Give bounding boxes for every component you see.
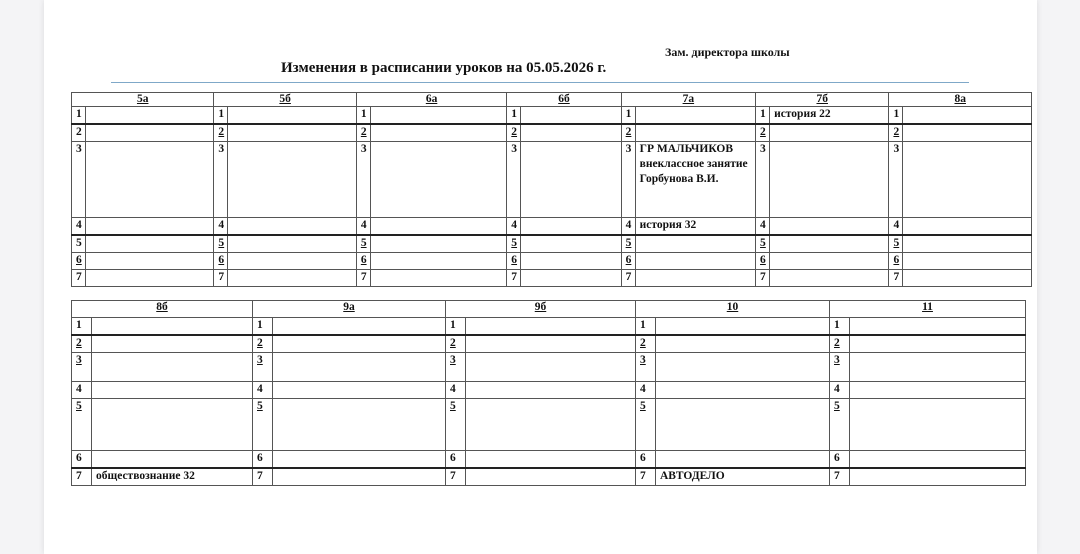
page-title: Изменения в расписании уроков на 05.05.2026 г. bbox=[281, 60, 607, 76]
lesson-number: 1 bbox=[72, 107, 86, 125]
class-header: 7а bbox=[621, 93, 755, 107]
lesson-number: 7 bbox=[253, 468, 273, 486]
lesson-number: 2 bbox=[830, 335, 850, 353]
lesson-cell bbox=[86, 142, 214, 218]
lesson-cell bbox=[466, 335, 636, 353]
lesson-cell: история 22 bbox=[770, 107, 889, 125]
lesson-number: 2 bbox=[756, 124, 770, 142]
lesson-cell bbox=[635, 253, 755, 270]
lesson-number: 4 bbox=[636, 382, 656, 399]
lesson-number: 2 bbox=[72, 124, 86, 142]
lesson-cell bbox=[370, 270, 506, 287]
lesson-cell bbox=[770, 270, 889, 287]
lesson-number: 6 bbox=[72, 253, 86, 270]
lesson-number: 5 bbox=[507, 235, 521, 253]
lesson-number: 6 bbox=[356, 253, 370, 270]
lesson-row bbox=[72, 218, 1032, 236]
lesson-number: 1 bbox=[889, 107, 903, 125]
class-header: 6а bbox=[356, 93, 506, 107]
lesson-cell bbox=[466, 353, 636, 382]
class-header: 7б bbox=[756, 93, 889, 107]
lesson-cell bbox=[521, 218, 621, 236]
lesson-number: 5 bbox=[889, 235, 903, 253]
lesson-number: 6 bbox=[621, 253, 635, 270]
lesson-cell bbox=[656, 318, 830, 336]
lesson-cell bbox=[466, 399, 636, 451]
lesson-cell bbox=[466, 382, 636, 399]
lesson-row bbox=[72, 353, 1026, 382]
lesson-cell bbox=[521, 124, 621, 142]
lesson-cell bbox=[656, 353, 830, 382]
lesson-cell bbox=[850, 451, 1026, 469]
lesson-number: 4 bbox=[621, 218, 635, 236]
lesson-cell bbox=[273, 399, 446, 451]
lesson-cell bbox=[370, 107, 506, 125]
lesson-number: 5 bbox=[756, 235, 770, 253]
lesson-cell bbox=[521, 107, 621, 125]
lesson-number: 7 bbox=[756, 270, 770, 287]
lesson-cell bbox=[903, 270, 1032, 287]
lesson-cell bbox=[273, 382, 446, 399]
lesson-cell bbox=[370, 253, 506, 270]
lesson-cell bbox=[903, 218, 1032, 236]
lesson-number: 6 bbox=[756, 253, 770, 270]
lesson-cell bbox=[521, 235, 621, 253]
lesson-number: 3 bbox=[756, 142, 770, 218]
lesson-number: 3 bbox=[214, 142, 228, 218]
lesson-number: 2 bbox=[72, 335, 92, 353]
lesson-cell bbox=[86, 124, 214, 142]
lesson-cell bbox=[86, 270, 214, 287]
lesson-number: 3 bbox=[356, 142, 370, 218]
lesson-cell bbox=[850, 468, 1026, 486]
lesson-cell bbox=[228, 218, 356, 236]
lesson-cell bbox=[635, 107, 755, 125]
lesson-number: 3 bbox=[72, 142, 86, 218]
lesson-row bbox=[72, 253, 1032, 270]
lesson-cell bbox=[86, 235, 214, 253]
lesson-row bbox=[72, 270, 1032, 287]
lesson-row bbox=[72, 335, 1026, 353]
lesson-cell bbox=[770, 253, 889, 270]
lesson-number: 6 bbox=[830, 451, 850, 469]
class-header: 9б bbox=[446, 301, 636, 318]
approver-caption: Зам. директора школы bbox=[665, 45, 790, 59]
lesson-number: 3 bbox=[446, 353, 466, 382]
lesson-cell bbox=[228, 253, 356, 270]
schedule-table-2 bbox=[71, 300, 1026, 486]
lesson-number: 2 bbox=[621, 124, 635, 142]
lesson-cell: АВТОДЕЛО bbox=[656, 468, 830, 486]
table-header-row bbox=[72, 93, 1032, 107]
lesson-number: 7 bbox=[621, 270, 635, 287]
lesson-number: 1 bbox=[621, 107, 635, 125]
lesson-number: 2 bbox=[356, 124, 370, 142]
title-divider bbox=[111, 82, 969, 83]
lesson-number: 6 bbox=[507, 253, 521, 270]
lesson-cell bbox=[635, 270, 755, 287]
lesson-number: 4 bbox=[214, 218, 228, 236]
lesson-row bbox=[72, 318, 1026, 336]
lesson-number: 4 bbox=[756, 218, 770, 236]
lesson-cell bbox=[273, 451, 446, 469]
lesson-row bbox=[72, 107, 1032, 125]
lesson-number: 7 bbox=[72, 270, 86, 287]
lesson-number: 7 bbox=[356, 270, 370, 287]
class-header: 5б bbox=[214, 93, 356, 107]
lesson-row bbox=[72, 399, 1026, 451]
lesson-number: 6 bbox=[636, 451, 656, 469]
lesson-cell bbox=[466, 451, 636, 469]
class-header: 6б bbox=[507, 93, 621, 107]
class-header: 11 bbox=[830, 301, 1026, 318]
lesson-number: 5 bbox=[72, 235, 86, 253]
lesson-cell bbox=[635, 235, 755, 253]
lesson-number: 2 bbox=[636, 335, 656, 353]
lesson-cell: история 32 bbox=[635, 218, 755, 236]
lesson-cell bbox=[903, 107, 1032, 125]
lesson-cell bbox=[770, 124, 889, 142]
lesson-cell bbox=[903, 253, 1032, 270]
table-header-row bbox=[72, 301, 1026, 318]
lesson-cell bbox=[228, 107, 356, 125]
lesson-number: 6 bbox=[446, 451, 466, 469]
lesson-number: 3 bbox=[621, 142, 635, 218]
lesson-cell bbox=[656, 399, 830, 451]
lesson-cell bbox=[370, 218, 506, 236]
lesson-number: 1 bbox=[507, 107, 521, 125]
lesson-number: 4 bbox=[72, 218, 86, 236]
lesson-cell bbox=[92, 451, 253, 469]
lesson-cell bbox=[92, 399, 253, 451]
lesson-cell bbox=[370, 142, 506, 218]
lesson-cell bbox=[370, 235, 506, 253]
lesson-number: 5 bbox=[356, 235, 370, 253]
lesson-number: 6 bbox=[253, 451, 273, 469]
lesson-number: 1 bbox=[636, 318, 656, 336]
class-header: 10 bbox=[636, 301, 830, 318]
lesson-cell bbox=[850, 399, 1026, 451]
lesson-number: 1 bbox=[830, 318, 850, 336]
class-header: 8а bbox=[889, 93, 1032, 107]
lesson-number: 4 bbox=[446, 382, 466, 399]
lesson-number: 3 bbox=[507, 142, 521, 218]
lesson-number: 6 bbox=[889, 253, 903, 270]
lesson-number: 1 bbox=[756, 107, 770, 125]
lesson-cell bbox=[656, 451, 830, 469]
lesson-cell bbox=[903, 142, 1032, 218]
lesson-number: 1 bbox=[356, 107, 370, 125]
lesson-number: 5 bbox=[446, 399, 466, 451]
lesson-row bbox=[72, 235, 1032, 253]
lesson-cell bbox=[273, 318, 446, 336]
lesson-cell bbox=[92, 335, 253, 353]
lesson-number: 7 bbox=[214, 270, 228, 287]
lesson-cell bbox=[86, 107, 214, 125]
lesson-cell bbox=[92, 382, 253, 399]
lesson-cell bbox=[656, 382, 830, 399]
lesson-number: 6 bbox=[72, 451, 92, 469]
lesson-number: 7 bbox=[889, 270, 903, 287]
schedule-document bbox=[44, 0, 1037, 554]
lesson-cell bbox=[370, 124, 506, 142]
lesson-cell bbox=[466, 468, 636, 486]
lesson-row bbox=[72, 382, 1026, 399]
lesson-number: 5 bbox=[636, 399, 656, 451]
lesson-cell bbox=[850, 335, 1026, 353]
lesson-cell bbox=[770, 142, 889, 218]
lesson-cell bbox=[228, 142, 356, 218]
lesson-number: 4 bbox=[889, 218, 903, 236]
lesson-cell: ГР МАЛЬЧИКОВ внеклассное занятие Горбунова В.И. bbox=[635, 142, 755, 218]
lesson-cell bbox=[850, 382, 1026, 399]
lesson-number: 4 bbox=[72, 382, 92, 399]
lesson-number: 1 bbox=[446, 318, 466, 336]
lesson-cell bbox=[228, 270, 356, 287]
lesson-number: 2 bbox=[507, 124, 521, 142]
lesson-cell bbox=[850, 318, 1026, 336]
lesson-number: 1 bbox=[214, 107, 228, 125]
lesson-number: 4 bbox=[507, 218, 521, 236]
lesson-number: 3 bbox=[889, 142, 903, 218]
lesson-number: 5 bbox=[214, 235, 228, 253]
lesson-cell bbox=[850, 353, 1026, 382]
lesson-row bbox=[72, 124, 1032, 142]
lesson-number: 5 bbox=[621, 235, 635, 253]
lesson-number: 5 bbox=[253, 399, 273, 451]
lesson-cell bbox=[466, 318, 636, 336]
lesson-cell bbox=[903, 124, 1032, 142]
lesson-cell bbox=[273, 353, 446, 382]
lesson-number: 4 bbox=[356, 218, 370, 236]
lesson-row bbox=[72, 451, 1026, 469]
lesson-cell bbox=[228, 235, 356, 253]
lesson-number: 7 bbox=[446, 468, 466, 486]
lesson-number: 7 bbox=[636, 468, 656, 486]
lesson-number: 5 bbox=[830, 399, 850, 451]
lesson-cell: обществознание 32 bbox=[92, 468, 253, 486]
lesson-cell bbox=[86, 253, 214, 270]
lesson-number: 7 bbox=[830, 468, 850, 486]
lesson-number: 2 bbox=[446, 335, 466, 353]
lesson-number: 7 bbox=[507, 270, 521, 287]
lesson-cell bbox=[521, 142, 621, 218]
lesson-row bbox=[72, 142, 1032, 218]
class-header: 8б bbox=[72, 301, 253, 318]
lesson-number: 5 bbox=[72, 399, 92, 451]
lesson-cell bbox=[92, 353, 253, 382]
schedule-table-1 bbox=[71, 92, 1032, 287]
lesson-number: 3 bbox=[253, 353, 273, 382]
lesson-number: 2 bbox=[214, 124, 228, 142]
lesson-cell bbox=[656, 335, 830, 353]
lesson-number: 2 bbox=[253, 335, 273, 353]
lesson-cell bbox=[635, 124, 755, 142]
lesson-cell bbox=[770, 218, 889, 236]
lesson-cell bbox=[770, 235, 889, 253]
lesson-cell bbox=[92, 318, 253, 336]
lesson-cell bbox=[521, 253, 621, 270]
lesson-cell bbox=[903, 235, 1032, 253]
lesson-number: 3 bbox=[636, 353, 656, 382]
lesson-number: 6 bbox=[214, 253, 228, 270]
class-header: 9а bbox=[253, 301, 446, 318]
lesson-cell bbox=[521, 270, 621, 287]
lesson-cell bbox=[228, 124, 356, 142]
lesson-cell bbox=[273, 335, 446, 353]
lesson-number: 2 bbox=[889, 124, 903, 142]
lesson-number: 3 bbox=[72, 353, 92, 382]
lesson-number: 1 bbox=[253, 318, 273, 336]
lesson-number: 1 bbox=[72, 318, 92, 336]
lesson-row bbox=[72, 468, 1026, 486]
lesson-cell bbox=[86, 218, 214, 236]
lesson-number: 4 bbox=[830, 382, 850, 399]
lesson-cell bbox=[273, 468, 446, 486]
class-header: 5а bbox=[72, 93, 214, 107]
lesson-number: 7 bbox=[72, 468, 92, 486]
lesson-number: 4 bbox=[253, 382, 273, 399]
lesson-number: 3 bbox=[830, 353, 850, 382]
